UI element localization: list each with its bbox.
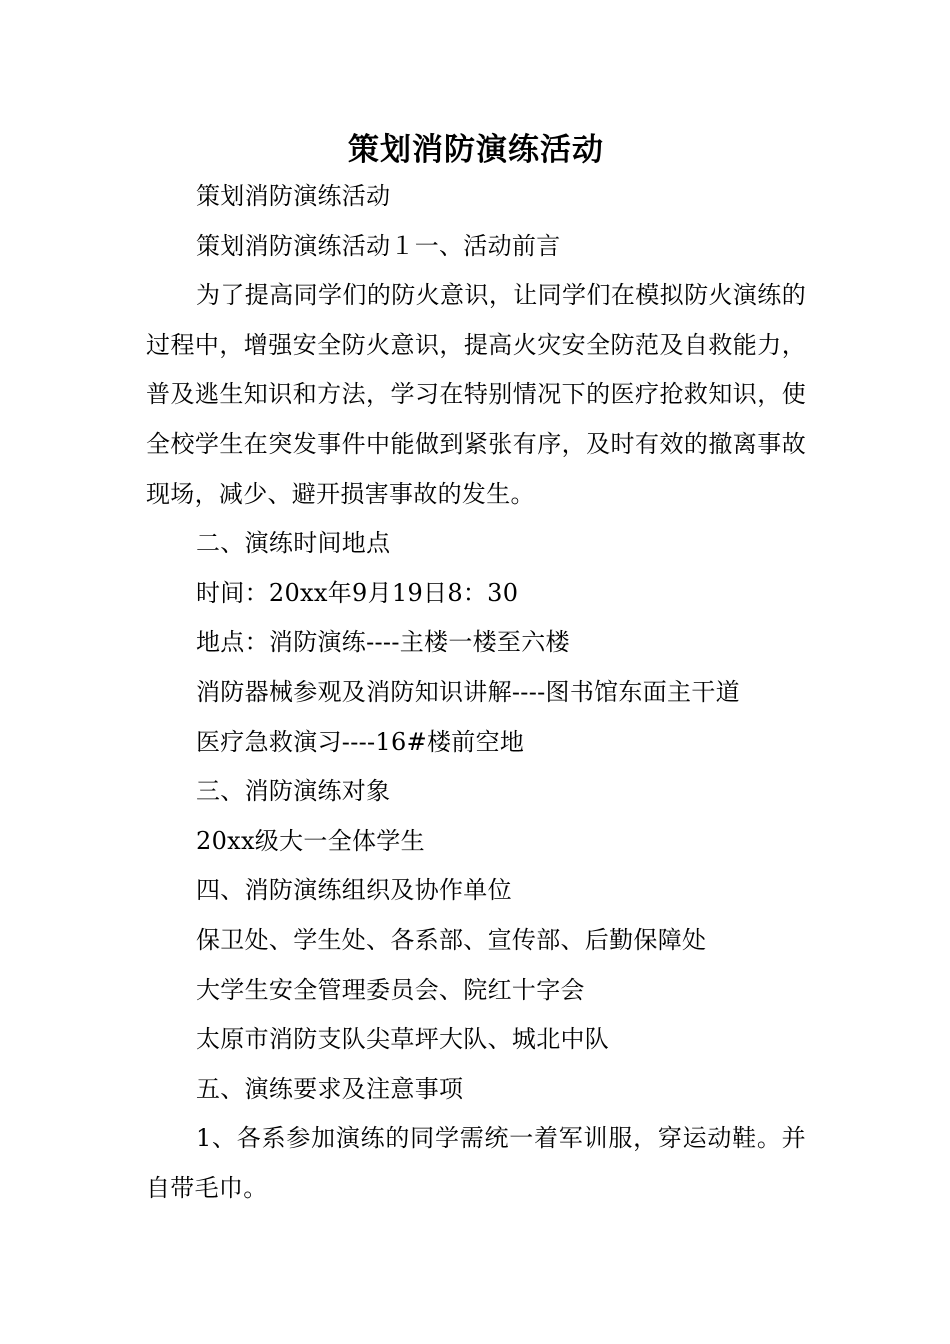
paragraph-section-4-heading: 四、消防演练组织及协作单位 <box>196 876 512 905</box>
paragraph-units-1: 保卫处、学生处、各系部、宣传部、后勤保障处 <box>196 925 707 954</box>
paragraph-location-equipment: 消防器械参观及消防知识讲解----图书馆东面主干道 <box>196 677 740 706</box>
paragraph-location-first-aid: 医疗急救演习----16#楼前空地 <box>196 727 525 756</box>
document-title: 策划消防演练活动 <box>348 132 604 168</box>
paragraph-section-5-heading: 五、演练要求及注意事项 <box>196 1074 464 1103</box>
paragraph-participants: 20xx级大一全体学生 <box>196 826 425 855</box>
paragraph-preface-body: 为了提高同学们的防火意识，让同学们在模拟防火演练的过程中，增强安全防火意识，提高火灾安全防范及自救能力，普及逃生知识和方法，学习在特别情况下的医疗抢救知识，使全校学生在突发事件中能做到紧张有序，及时有效的撤离事故现场，减少、避开损害事故的发生。 <box>146 281 806 508</box>
paragraph-units-2: 大学生安全管理委员会、院红十字会 <box>196 975 585 1004</box>
paragraph-section-1-heading: 策划消防演练活动１一、活动前言 <box>196 231 561 260</box>
paragraph-location-drill: 地点：消防演练----主楼一楼至六楼 <box>196 628 570 657</box>
paragraph-subtitle: 策划消防演练活动 <box>196 182 391 210</box>
paragraph-requirement-1: 1、各系参加演练的同学需统一着军训服，穿运动鞋。并自带毛巾。 <box>146 1124 806 1202</box>
paragraph-time: 时间：20xx年9月19日8：30 <box>196 578 519 607</box>
paragraph-section-2-heading: 二、演练时间地点 <box>196 529 391 558</box>
paragraph-section-3-heading: 三、消防演练对象 <box>196 777 391 806</box>
paragraph-units-3: 太原市消防支队尖草坪大队、城北中队 <box>196 1025 610 1054</box>
